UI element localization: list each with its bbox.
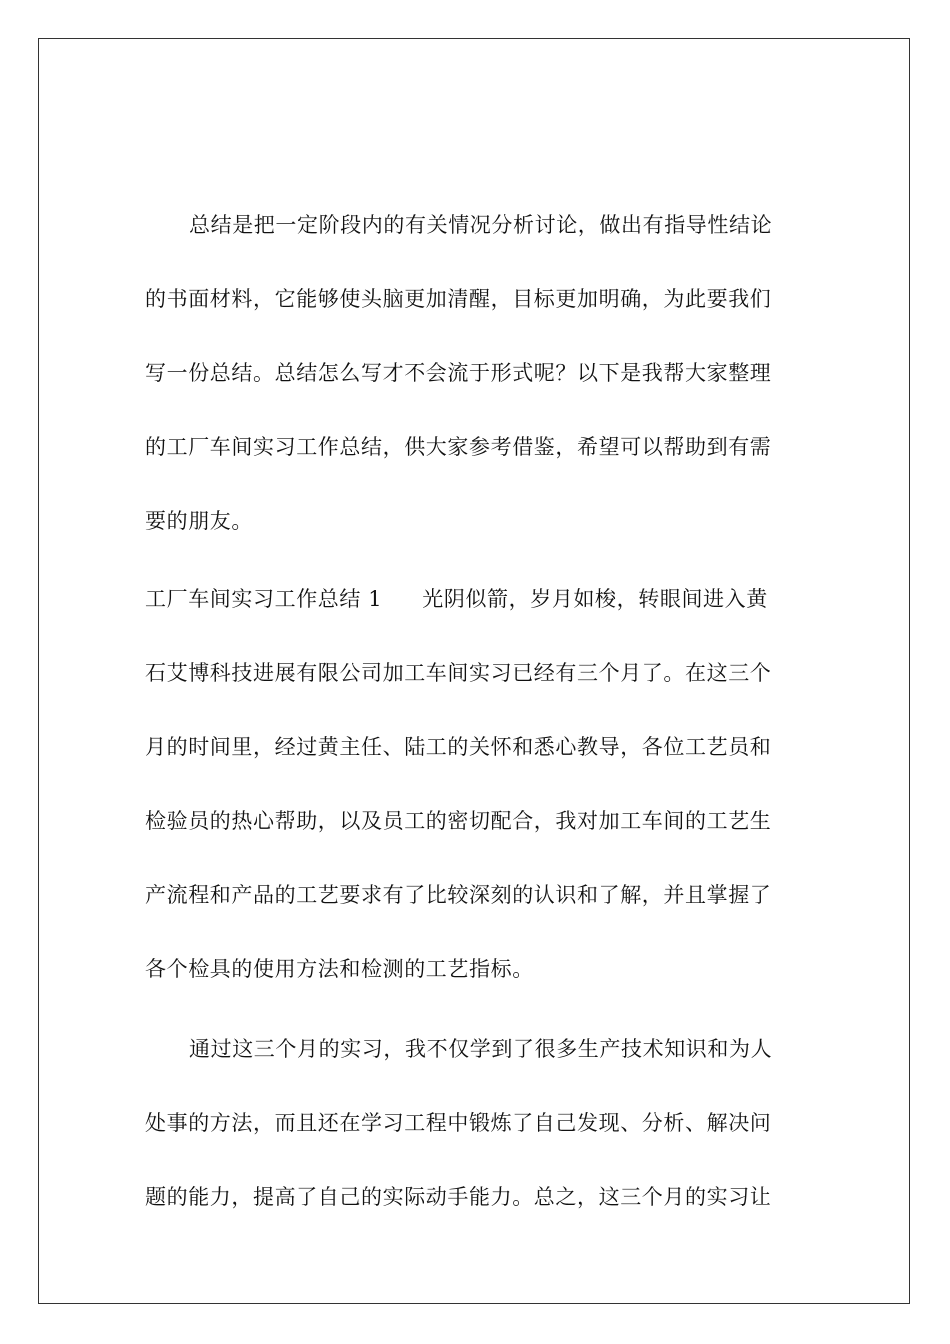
intro-line-1: 总结是把一定阶段内的有关情况分析讨论，做出有指导性结论 <box>189 213 773 237</box>
intro-line-3: 写一份总结。总结怎么写才不会流于形式呢？以下是我帮大家整理 <box>145 361 772 385</box>
section2-line-1: 通过这三个月的实习，我不仅学到了很多生产技术知识和为人 <box>189 1037 773 1061</box>
section1-line-4: 产流程和产品的工艺要求有了比较深刻的认识和了解，并且掌握了 <box>145 883 772 907</box>
intro-line-4: 的工厂车间实习工作总结，供大家参考借鉴，希望可以帮助到有需 <box>145 435 772 459</box>
intro-line-2: 的书面材料，它能够使头脑更加清醒，目标更加明确，为此要我们 <box>145 287 772 311</box>
section1-line-3: 检验员的热心帮助，以及员工的密切配合，我对加工车间的工艺生 <box>145 809 772 833</box>
section1-line-2: 月的时间里，经过黄主任、陆工的关怀和悉心教导，各位工艺员和 <box>145 735 772 759</box>
section1-line-1: 石艾博科技进展有限公司加工车间实习已经有三个月了。在这三个 <box>145 661 772 685</box>
section2-line-2: 处事的方法，而且还在学习工程中锻炼了自己发现、分析、解决问 <box>145 1111 772 1135</box>
section2-line-3: 题的能力，提高了自己的实际动手能力。总之，这三个月的实习让 <box>145 1185 772 1209</box>
section-first-line: 光阴似箭，岁月如梭，转眼间进入黄 <box>422 587 768 611</box>
section-heading-line <box>145 584 805 614</box>
section1-line-5: 各个检具的使用方法和检测的工艺指标。 <box>145 957 534 981</box>
section-heading: 工厂车间实习工作总结 1 <box>145 587 383 611</box>
intro-line-5: 要的朋友。 <box>145 509 253 533</box>
